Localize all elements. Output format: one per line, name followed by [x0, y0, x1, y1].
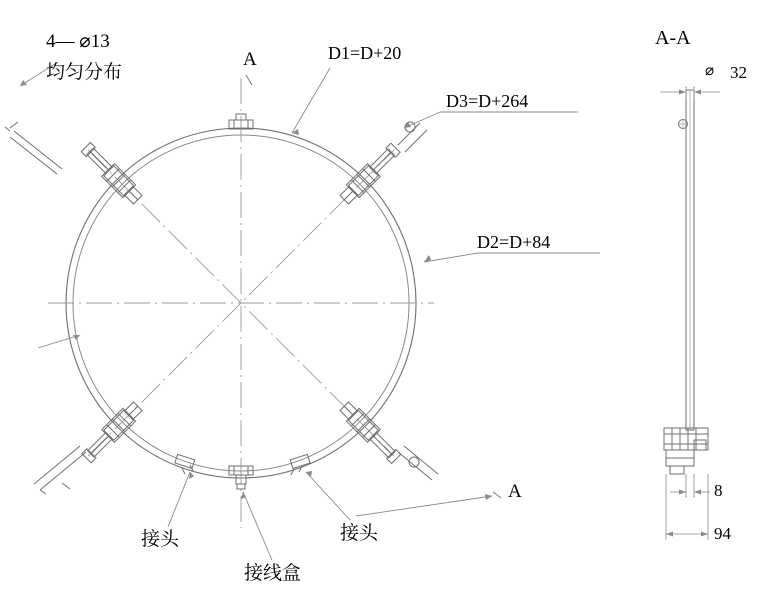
clamp-top-right [338, 122, 427, 465]
label-dim-94: 94 [714, 524, 731, 543]
label-d3: D3=D+264 [446, 91, 529, 111]
label-joint-right: 接头 [340, 522, 379, 544]
section-view-group [660, 86, 720, 540]
label-junction-box: 接线盒 [244, 562, 302, 584]
label-joint-left: 接头 [141, 528, 180, 550]
clamp-bottom-left [34, 141, 144, 494]
clamp-bottom-right [338, 142, 438, 480]
label-dim-8: 8 [714, 481, 723, 500]
label-d2: D2=D+84 [477, 232, 551, 252]
dim-94-group [666, 474, 708, 540]
dim-8-group [670, 474, 710, 498]
label-holes-note: 均匀分布 [46, 61, 123, 83]
label-section-title: A-A [655, 27, 691, 49]
label-dim-32: 32 [730, 63, 747, 82]
section-bracket [664, 428, 708, 474]
label-d1: D1=D+20 [328, 43, 402, 63]
label-diameter-symbol: ⌀ [705, 63, 715, 79]
label-section-mark-bottom: A [508, 481, 522, 502]
label-section-mark-top: A [243, 49, 257, 70]
label-holes-spec: 4— ⌀13 [46, 31, 110, 52]
